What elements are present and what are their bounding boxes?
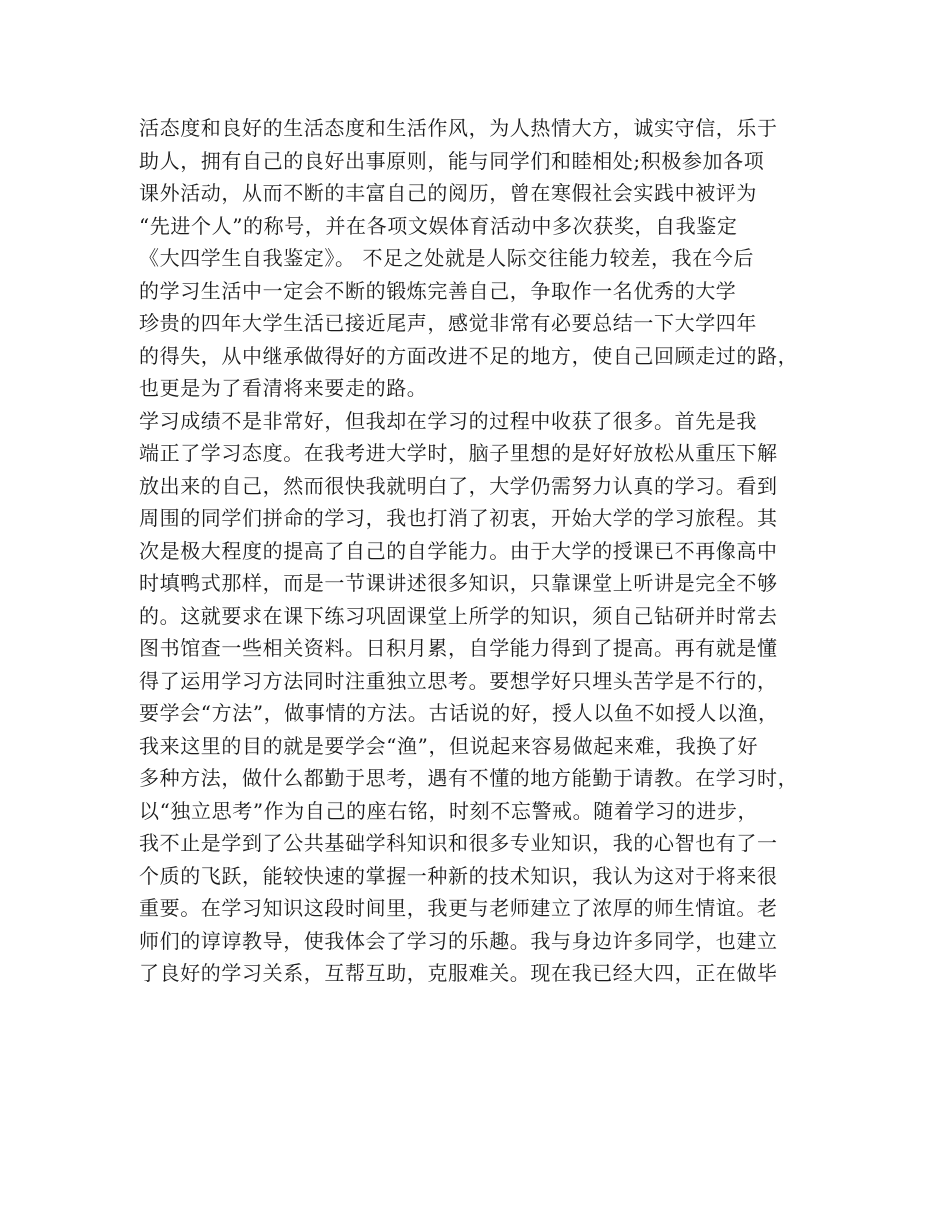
text-line: 珍贵的四年大学生活已接近尾声，感觉非常有必要总结一下大学四年 [139, 311, 757, 335]
text-line: 师们的谆谆教导，使我体会了学习的乐趣。我与身边许多同学，也建立 [139, 928, 778, 953]
text-line: 放出来的自己，然而很快我就明白了，大学仍需努力认真的学习。看到 [139, 473, 778, 498]
text-line: 也更是为了看清将来要走的路。 [139, 376, 428, 400]
text-line: 我不止是学到了公共基础学科知识和很多专业知识，我的心智也有了一 [139, 831, 778, 855]
text-line: 的。这就要求在课下练习巩固课堂上所学的知识，须自己钻研并时常去 [139, 603, 778, 628]
text-line: 学习成绩不是非常好，但我却在学习的过程中收获了很多。首先是我 [139, 408, 757, 433]
text-line: 图书馆查一些相关资料。日积月累，自学能力得到了提高。再有就是懂 [139, 636, 778, 660]
text-line: 得了运用学习方法同时注重独立思考。要想学好只埋头苦学是不行的， [139, 668, 778, 693]
text-line: 端正了学习态度。在我考进大学时，脑子里想的是好好放松从重压下解 [139, 441, 778, 465]
text-line: 以“独立思考”作为自己的座右铭，时刻不忘警戒。随着学习的进步， [139, 798, 759, 823]
text-line: 了良好的学习关系，互帮互助，克服难关。现在我已经大四，正在做毕 [139, 961, 778, 985]
text-line: 的学习生活中一定会不断的锻炼完善自己，争取作一名优秀的大学 [139, 278, 737, 303]
text-line: 《大四学生自我鉴定》。 不足之处就是人际交往能力较差，我在今后 [139, 246, 754, 270]
text-line: 多种方法，做什么都勤于思考，遇有不懂的地方能勤于请教。在学习时， [139, 766, 799, 790]
text-line: 我来这里的目的就是要学会“渔”，但说起来容易做起来难，我换了好 [139, 733, 759, 758]
text-line: 要学会“方法”，做事情的方法。古话说的好，授人以鱼不如授人以渔， [139, 701, 779, 725]
text-line: 时填鸭式那样，而是一节课讲述很多知识，只靠课堂上听讲是完全不够 [139, 571, 778, 595]
text-line: 助人，拥有自己的良好出事原则，能与同学们和睦相处;积极参加各项 [139, 148, 765, 173]
text-line: 重要。在学习知识这段时间里，我更与老师建立了浓厚的师生情谊。老 [139, 896, 778, 920]
text-line: 次是极大程度的提高了自己的自学能力。由于大学的授课已不再像高中 [139, 538, 778, 563]
text-line: 个质的飞跃，能较快速的掌握一种新的技术知识，我认为这对于将来很 [139, 863, 778, 888]
text-line: “先进个人”的称号，并在各项文娱体育活动中多次获奖，自我鉴定 [139, 213, 738, 238]
text-line: 的得失，从中继承做得好的方面改进不足的地方，使自己回顾走过的路， [139, 343, 799, 368]
text-line: 周围的同学们拼命的学习，我也打消了初衷，开始大学的学习旅程。其 [139, 506, 778, 530]
text-line: 课外活动，从而不断的丰富自己的阅历，曾在寒假社会实践中被评为 [139, 181, 757, 205]
body-text [139, 112, 839, 990]
text-line: 活态度和良好的生活态度和生活作风，为人热情大方，诚实守信，乐于 [139, 116, 778, 140]
